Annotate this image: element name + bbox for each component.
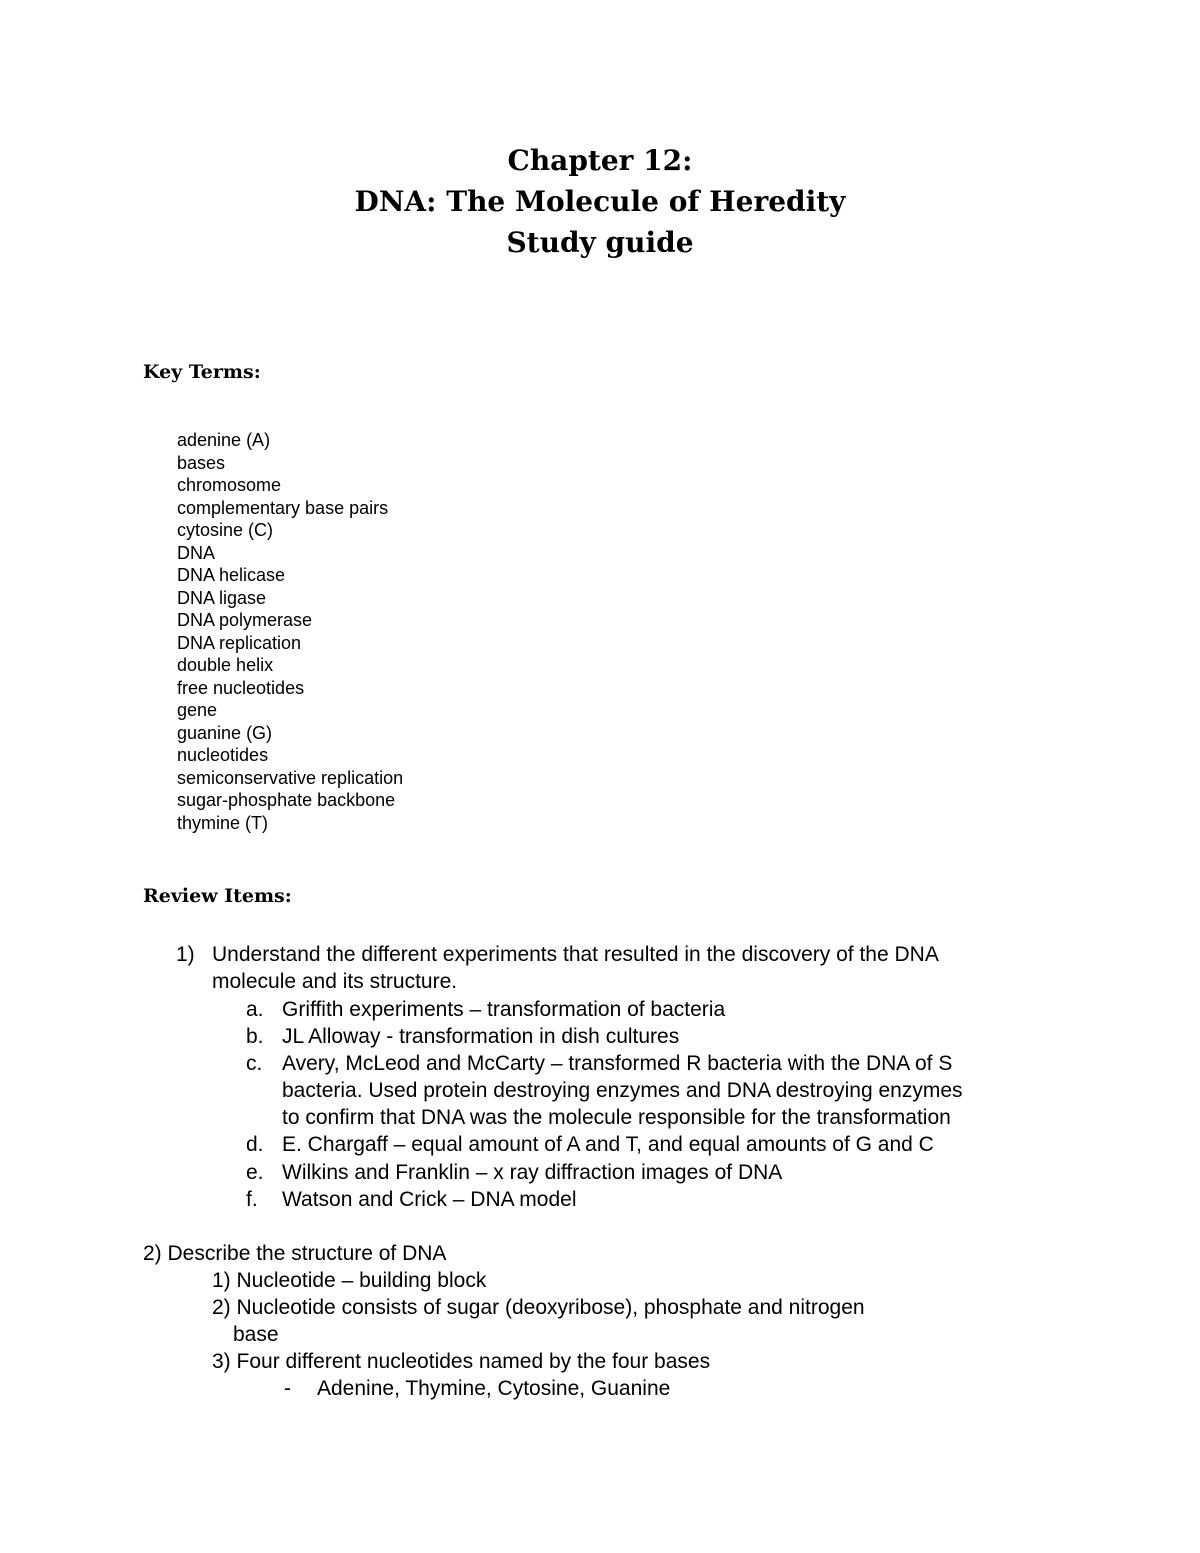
key-term: free nucleotides: [177, 677, 305, 698]
key-term: gene: [177, 700, 218, 720]
title-study-guide: Study guide: [506, 226, 694, 259]
subitem-letter: b.: [246, 1025, 264, 1048]
key-terms-heading: Key Terms:: [143, 361, 261, 383]
subitem-text: Avery, McLeod and McCarty – transformed R bacteria with the DNA of S: [282, 1052, 953, 1075]
key-term: bases: [177, 452, 226, 473]
subitem-text: JL Alloway - transformation in dish cultures: [282, 1025, 680, 1048]
review-item-1-text-line: Understand the different experiments that resulted in the discovery of the DNA: [212, 943, 939, 966]
bases-list: Adenine, Thymine, Cytosine, Guanine: [317, 1377, 671, 1400]
subitem-text: to confirm that DNA was the molecule responsible for the transformation: [282, 1106, 951, 1129]
structure-point: 2) Nucleotide consists of sugar (deoxyribose), phosphate and nitrogen: [212, 1296, 865, 1319]
review-items-heading: Review Items:: [143, 885, 292, 907]
subitem-text: E. Chargaff – equal amount of A and T, and equal amounts of G and C: [282, 1133, 934, 1156]
key-terms-list: [177, 429, 403, 834]
key-term: DNA polymerase: [177, 610, 313, 630]
subitem-letter: e.: [246, 1161, 264, 1184]
subitem-letter: c.: [246, 1052, 263, 1075]
subitem-letter: a.: [246, 998, 264, 1021]
key-term: double helix: [177, 655, 274, 675]
document-title: [0, 140, 1200, 263]
subitem-text: Griffith experiments – transformation of bacteria: [282, 998, 726, 1021]
key-term: complementary base pairs: [177, 497, 389, 518]
review-item-2-heading: 2) Describe the structure of DNA: [143, 1242, 447, 1265]
key-term: cytosine (C): [177, 520, 274, 540]
key-term: thymine (T): [177, 812, 269, 833]
key-term: DNA: [177, 542, 216, 563]
structure-point: 3) Four different nucleotides named by the four bases: [212, 1350, 711, 1373]
subitem-letter: f.: [246, 1188, 258, 1211]
key-term: semiconservative replication: [177, 767, 404, 788]
subitem-text: Watson and Crick – DNA model: [282, 1188, 577, 1211]
key-term: guanine (G): [177, 722, 273, 743]
key-term: adenine (A): [177, 430, 271, 450]
key-term: nucleotides: [177, 745, 269, 765]
key-term: chromosome: [177, 475, 282, 495]
structure-point-continued: base: [233, 1323, 279, 1346]
review-item-1-number: 1): [176, 943, 195, 966]
structure-point: 1) Nucleotide – building block: [212, 1269, 487, 1292]
title-chapter: Chapter 12:: [507, 144, 693, 177]
review-item-1-text-line: molecule and its structure.: [212, 970, 458, 993]
key-term: DNA ligase: [177, 587, 267, 608]
title-topic: DNA: The Molecule of Heredity: [354, 185, 846, 218]
key-term: sugar-phosphate backbone: [177, 790, 396, 810]
bullet-dash: -: [284, 1377, 291, 1400]
subitem-text: bacteria. Used protein destroying enzymes and DNA destroying enzymes: [282, 1079, 963, 1102]
key-term: DNA replication: [177, 632, 302, 653]
subitem-letter: d.: [246, 1133, 264, 1156]
subitem-text: Wilkins and Franklin – x ray diffraction images of DNA: [282, 1161, 783, 1184]
key-term: DNA helicase: [177, 565, 286, 585]
